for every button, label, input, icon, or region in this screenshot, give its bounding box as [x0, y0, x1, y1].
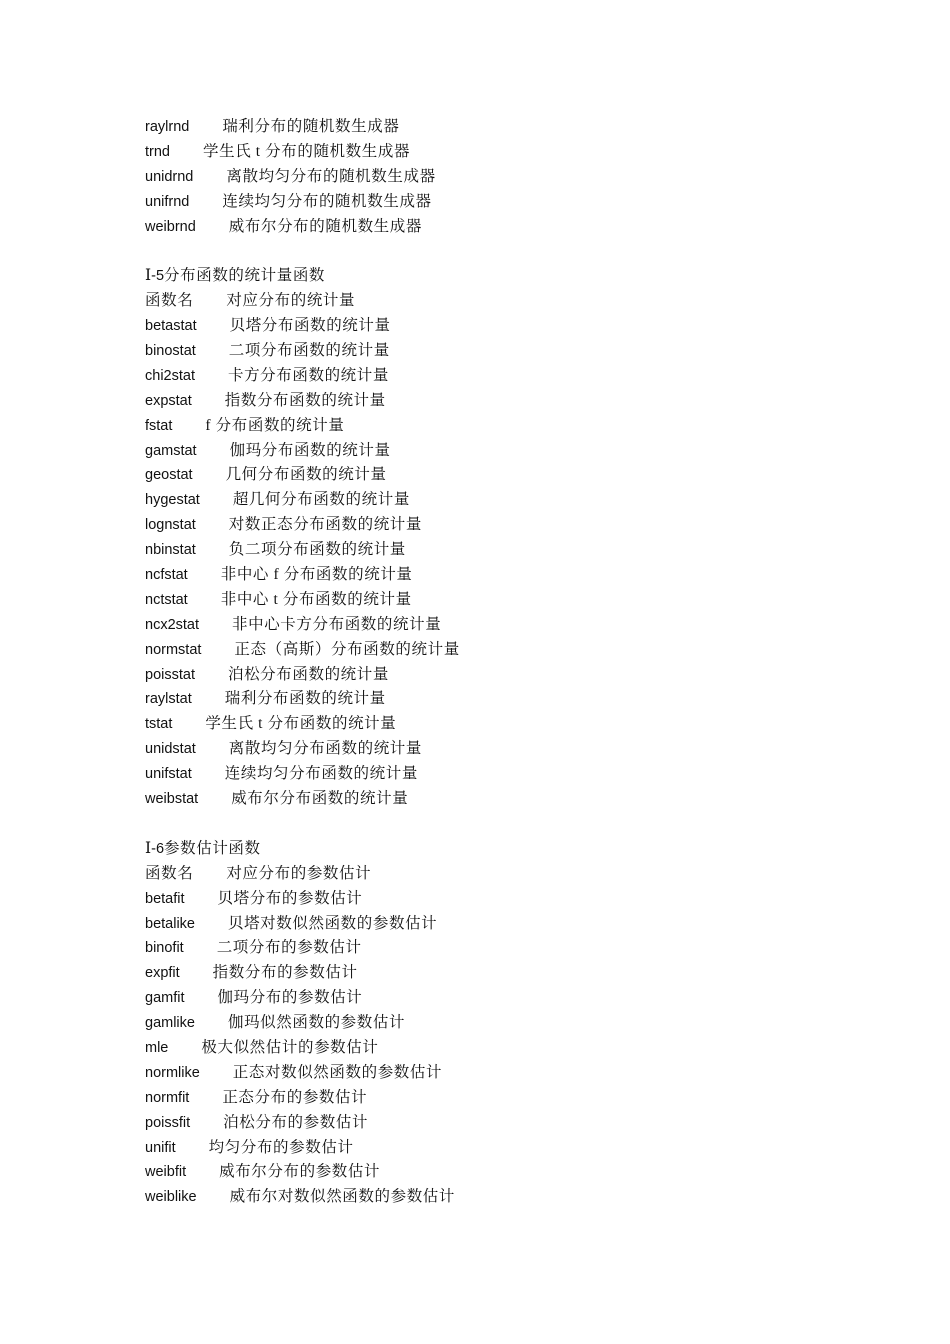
function-name: betastat: [145, 318, 197, 335]
list-item: [145, 215, 905, 240]
list-item: [145, 1086, 905, 1111]
function-name: normlike: [145, 1064, 200, 1081]
function-name: binofit: [145, 940, 184, 957]
function-description: 正态（高斯）分布函数的统计量: [234, 640, 460, 658]
function-name: chi2stat: [145, 367, 195, 384]
function-description: 学生氏 t 分布的随机数生成器: [203, 142, 411, 160]
list-item: [145, 762, 905, 787]
heading-roman-numeral: Ⅰ: [145, 839, 152, 857]
function-name: betalike: [145, 915, 195, 932]
function-name: geostat: [145, 467, 193, 484]
heading-number: -6: [151, 840, 165, 857]
list-item: [145, 389, 905, 414]
list-item: [145, 787, 905, 812]
function-description: 离散均匀分布函数的统计量: [228, 740, 422, 758]
function-description: 学生氏 t 分布函数的统计量: [205, 715, 397, 733]
list-item: [145, 638, 905, 663]
function-description: 贝塔对数似然函数的参数估计: [227, 914, 438, 932]
function-description: 超几何分布函数的统计量: [232, 491, 410, 509]
function-description: 指数分布的参数估计: [212, 964, 358, 982]
list-item: [145, 115, 905, 140]
function-name: gamfit: [145, 990, 185, 1007]
function-description: 威布尔分布的随机数生成器: [228, 217, 422, 235]
function-description: 离散均匀分布的随机数生成器: [226, 167, 436, 185]
column-header-name: 函数名: [145, 292, 194, 310]
function-name: unidstat: [145, 741, 196, 758]
function-description: 伽玛分布函数的统计量: [229, 441, 391, 459]
list-item: [145, 1136, 905, 1161]
function-name: tstat: [145, 716, 173, 733]
function-name: trnd: [145, 143, 170, 160]
function-name: fstat: [145, 417, 173, 434]
function-name: hygestat: [145, 492, 200, 509]
function-name: ncx2stat: [145, 616, 199, 633]
list-item: [145, 463, 905, 488]
section-random-generators: [145, 115, 905, 239]
function-name: gamstat: [145, 442, 197, 459]
function-description: 几何分布函数的统计量: [225, 466, 387, 484]
function-name: unifrnd: [145, 193, 190, 210]
list-item: [145, 513, 905, 538]
table-header: [145, 289, 905, 314]
list-item: [145, 613, 905, 638]
column-header-desc: 对应分布的参数估计: [226, 864, 372, 882]
function-name: poissfit: [145, 1114, 191, 1131]
function-description: 伽玛似然函数的参数估计: [227, 1014, 406, 1032]
function-name: unifstat: [145, 766, 192, 783]
function-description: 对数正态分布函数的统计量: [228, 516, 422, 534]
table-header: [145, 862, 905, 887]
list-item: [145, 190, 905, 215]
function-description: 负二项分布函数的统计量: [228, 541, 406, 559]
function-description: 极大似然估计的参数估计: [201, 1038, 379, 1056]
list-item: [145, 538, 905, 563]
function-name: gamlike: [145, 1015, 195, 1032]
function-name: normstat: [145, 641, 202, 658]
function-name: normfit: [145, 1089, 190, 1106]
list-item: [145, 687, 905, 712]
paragraph-gap: [145, 239, 905, 264]
function-name: binostat: [145, 343, 196, 360]
section-statistics-functions: [145, 264, 905, 812]
function-description: 瑞利分布函数的统计量: [224, 690, 386, 708]
function-description: 贝塔分布的参数估计: [217, 889, 363, 907]
heading-title: 参数估计函数: [164, 839, 261, 857]
function-description: 二项分布的参数估计: [216, 939, 362, 957]
list-item: [145, 737, 905, 762]
list-item: [145, 663, 905, 688]
function-description: 非中心 t 分布函数的统计量: [220, 590, 412, 608]
function-description: f 分布函数的统计量: [205, 416, 345, 434]
function-description: 非中心卡方分布函数的统计量: [232, 615, 442, 633]
function-description: 连续均匀分布的随机数生成器: [222, 192, 432, 210]
function-name: raylstat: [145, 691, 192, 708]
function-description: 伽玛分布的参数估计: [217, 989, 363, 1007]
list-item: [145, 936, 905, 961]
list-item: [145, 563, 905, 588]
paragraph-gap: [145, 812, 905, 837]
function-description: 泊松分布的参数估计: [223, 1113, 369, 1131]
function-description: 威布尔对数似然函数的参数估计: [229, 1188, 455, 1206]
list-item: [145, 439, 905, 464]
heading-title: 分布函数的统计量函数: [164, 267, 326, 285]
list-item: [145, 588, 905, 613]
function-name: weibstat: [145, 791, 199, 808]
list-item: [145, 165, 905, 190]
list-item: [145, 140, 905, 165]
document-page: [145, 115, 905, 1210]
list-item: [145, 1160, 905, 1185]
list-item: [145, 488, 905, 513]
list-item: [145, 314, 905, 339]
function-name: unifit: [145, 1139, 176, 1156]
function-description: 均匀分布的参数估计: [208, 1138, 354, 1156]
function-name: weibfit: [145, 1164, 187, 1181]
function-description: 连续均匀分布函数的统计量: [224, 765, 418, 783]
function-description: 瑞利分布的随机数生成器: [222, 118, 400, 135]
function-description: 二项分布函数的统计量: [228, 342, 390, 360]
list-item: [145, 912, 905, 937]
list-item: [145, 986, 905, 1011]
function-name: unidrnd: [145, 168, 194, 185]
list-item: [145, 339, 905, 364]
function-name: poisstat: [145, 666, 195, 683]
function-name: betafit: [145, 890, 185, 907]
list-item: [145, 712, 905, 737]
function-name: expfit: [145, 965, 180, 982]
function-name: nbinstat: [145, 542, 196, 559]
section-parameter-estimation: [145, 837, 905, 1210]
function-description: 威布尔分布的参数估计: [219, 1163, 381, 1181]
list-item: [145, 887, 905, 912]
list-item: [145, 1011, 905, 1036]
function-description: 正态对数似然函数的参数估计: [232, 1063, 443, 1081]
list-item: [145, 364, 905, 389]
function-name: expstat: [145, 392, 192, 409]
heading-number: -5: [151, 268, 165, 285]
heading-roman-numeral: Ⅰ: [145, 267, 152, 285]
section-heading: [145, 837, 905, 862]
list-item: [145, 1061, 905, 1086]
function-name: raylrnd: [145, 119, 190, 135]
function-description: 指数分布函数的统计量: [224, 391, 386, 409]
function-description: 泊松分布函数的统计量: [227, 665, 389, 683]
column-header-desc: 对应分布的统计量: [226, 292, 356, 310]
list-item: [145, 1036, 905, 1061]
list-item: [145, 1185, 905, 1210]
function-description: 威布尔分布函数的统计量: [231, 790, 409, 808]
function-description: 贝塔分布函数的统计量: [229, 317, 391, 335]
function-name: ncfstat: [145, 567, 188, 584]
function-name: weibrnd: [145, 218, 196, 235]
function-name: lognstat: [145, 517, 196, 534]
list-item: [145, 1111, 905, 1136]
function-description: 卡方分布函数的统计量: [227, 366, 389, 384]
function-name: weiblike: [145, 1189, 197, 1206]
function-name: mle: [145, 1039, 169, 1056]
function-name: nctstat: [145, 591, 188, 608]
list-item: [145, 414, 905, 439]
list-item: [145, 961, 905, 986]
column-header-name: 函数名: [145, 864, 194, 882]
function-description: 正态分布的参数估计: [222, 1088, 368, 1106]
function-description: 非中心 f 分布函数的统计量: [220, 566, 413, 584]
section-heading: [145, 264, 905, 289]
